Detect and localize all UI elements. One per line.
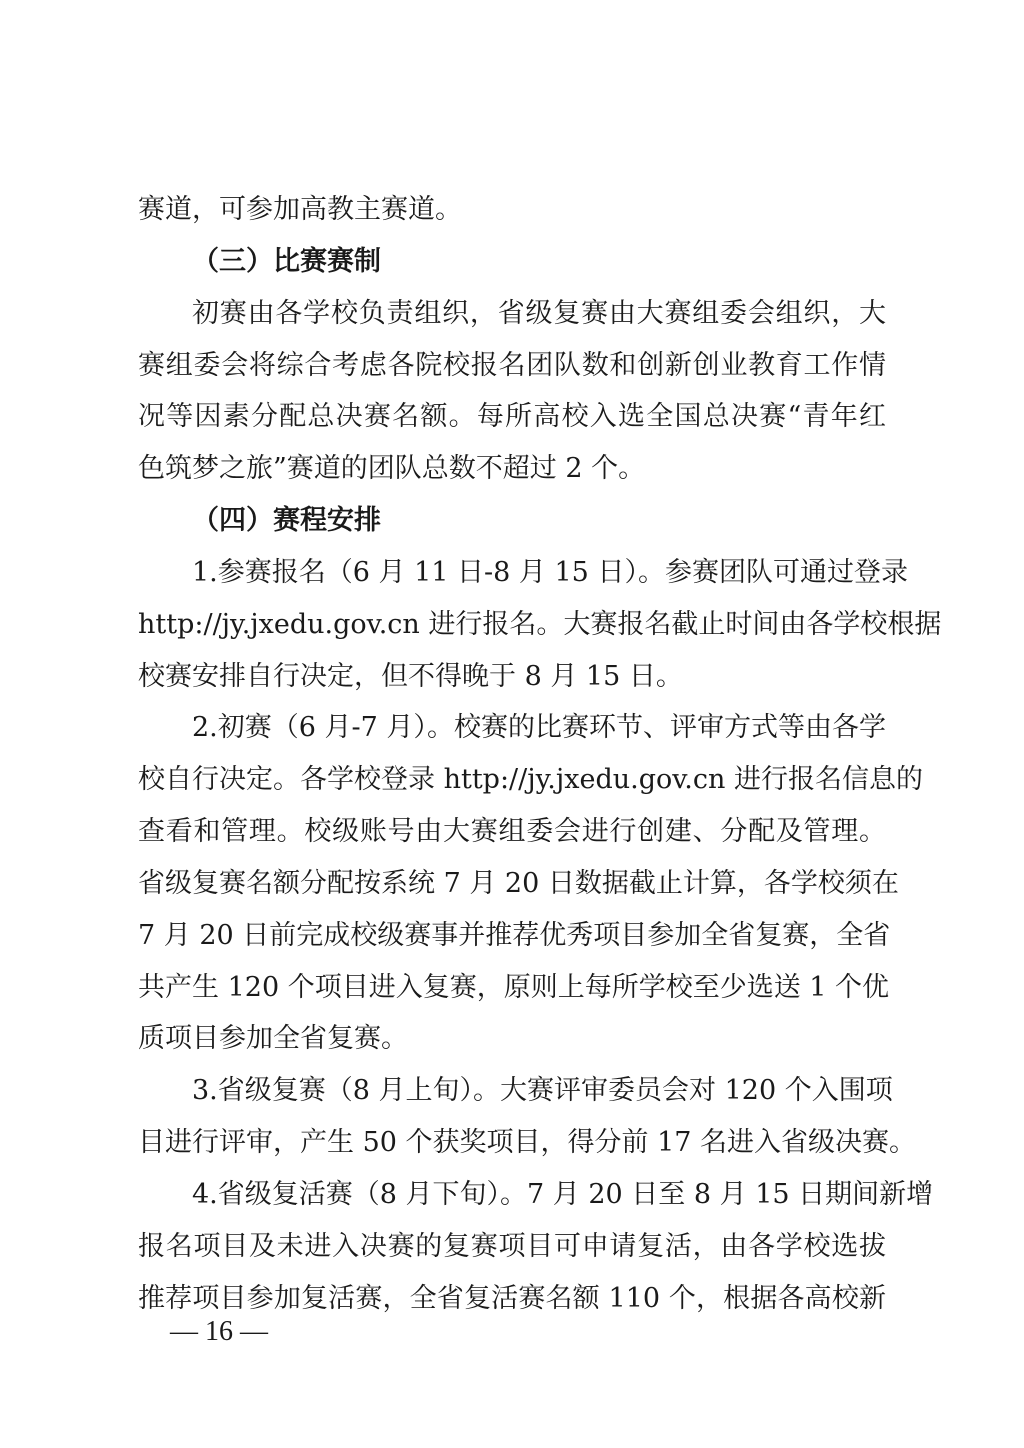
text-line: 7 月 20 日前完成校级赛事并推荐优秀项目参加全省复赛，全省 [138, 920, 891, 951]
text-line: 4.省级复活赛（8 月下旬）。7 月 20 日至 8 月 15 日期间新增 [192, 1179, 934, 1210]
text-line: 2.初赛（6 月-7 月）。校赛的比赛环节、评审方式等由各学 [192, 712, 886, 743]
text-line: 3.省级复赛（8 月上旬）。大赛评审委员会对 120 个入围项 [192, 1075, 893, 1106]
text-line: 共产生 120 个项目进入复赛，原则上每所学校至少选送 1 个优 [138, 972, 890, 1003]
text-line: 初赛由各学校负责组织，省级复赛由大赛组委会组织，大 [192, 298, 886, 329]
text-line: http://jy.jxedu.gov.cn 进行报名。大赛报名截止时间由各学校根据 [138, 609, 942, 640]
text-line: 质项目参加全省复赛。 [138, 1023, 408, 1054]
text-line: 1.参赛报名（6 月 11 日-8 月 15 日）。参赛团队可通过登录 [192, 557, 908, 588]
text-line: 况等因素分配总决赛名额。每所高校入选全国总决赛“青年红 [138, 401, 886, 432]
text-line: 查看和管理。校级账号由大赛组委会进行创建、分配及管理。 [138, 816, 886, 847]
text-line: 校自行决定。各学校登录 http://jy.jxedu.gov.cn 进行报名信息的 [138, 764, 923, 795]
text-line: 省级复赛名额分配按系统 7 月 20 日数据截止计算，各学校须在 [138, 868, 899, 899]
page-number: — 16 — [170, 1316, 268, 1347]
text-line: 赛道，可参加高教主赛道。 [138, 194, 462, 225]
text-line: 报名项目及未进入决赛的复赛项目可申请复活，由各学校选拔 [138, 1231, 886, 1262]
text-line: 赛组委会将综合考虑各院校报名团队数和创新创业教育工作情 [138, 350, 886, 381]
section-heading-schedule: （四）赛程安排 [192, 505, 381, 536]
section-heading-competition-format: （三）比赛赛制 [192, 246, 381, 277]
text-line: 色筑梦之旅”赛道的团队总数不超过 2 个。 [138, 453, 646, 484]
text-line: 校赛安排自行决定，但不得晚于 8 月 15 日。 [138, 661, 683, 692]
text-line: 目进行评审，产生 50 个获奖项目，得分前 17 名进入省级决赛。 [138, 1127, 917, 1158]
text-line: 推荐项目参加复活赛，全省复活赛名额 110 个，根据各高校新 [138, 1283, 886, 1314]
